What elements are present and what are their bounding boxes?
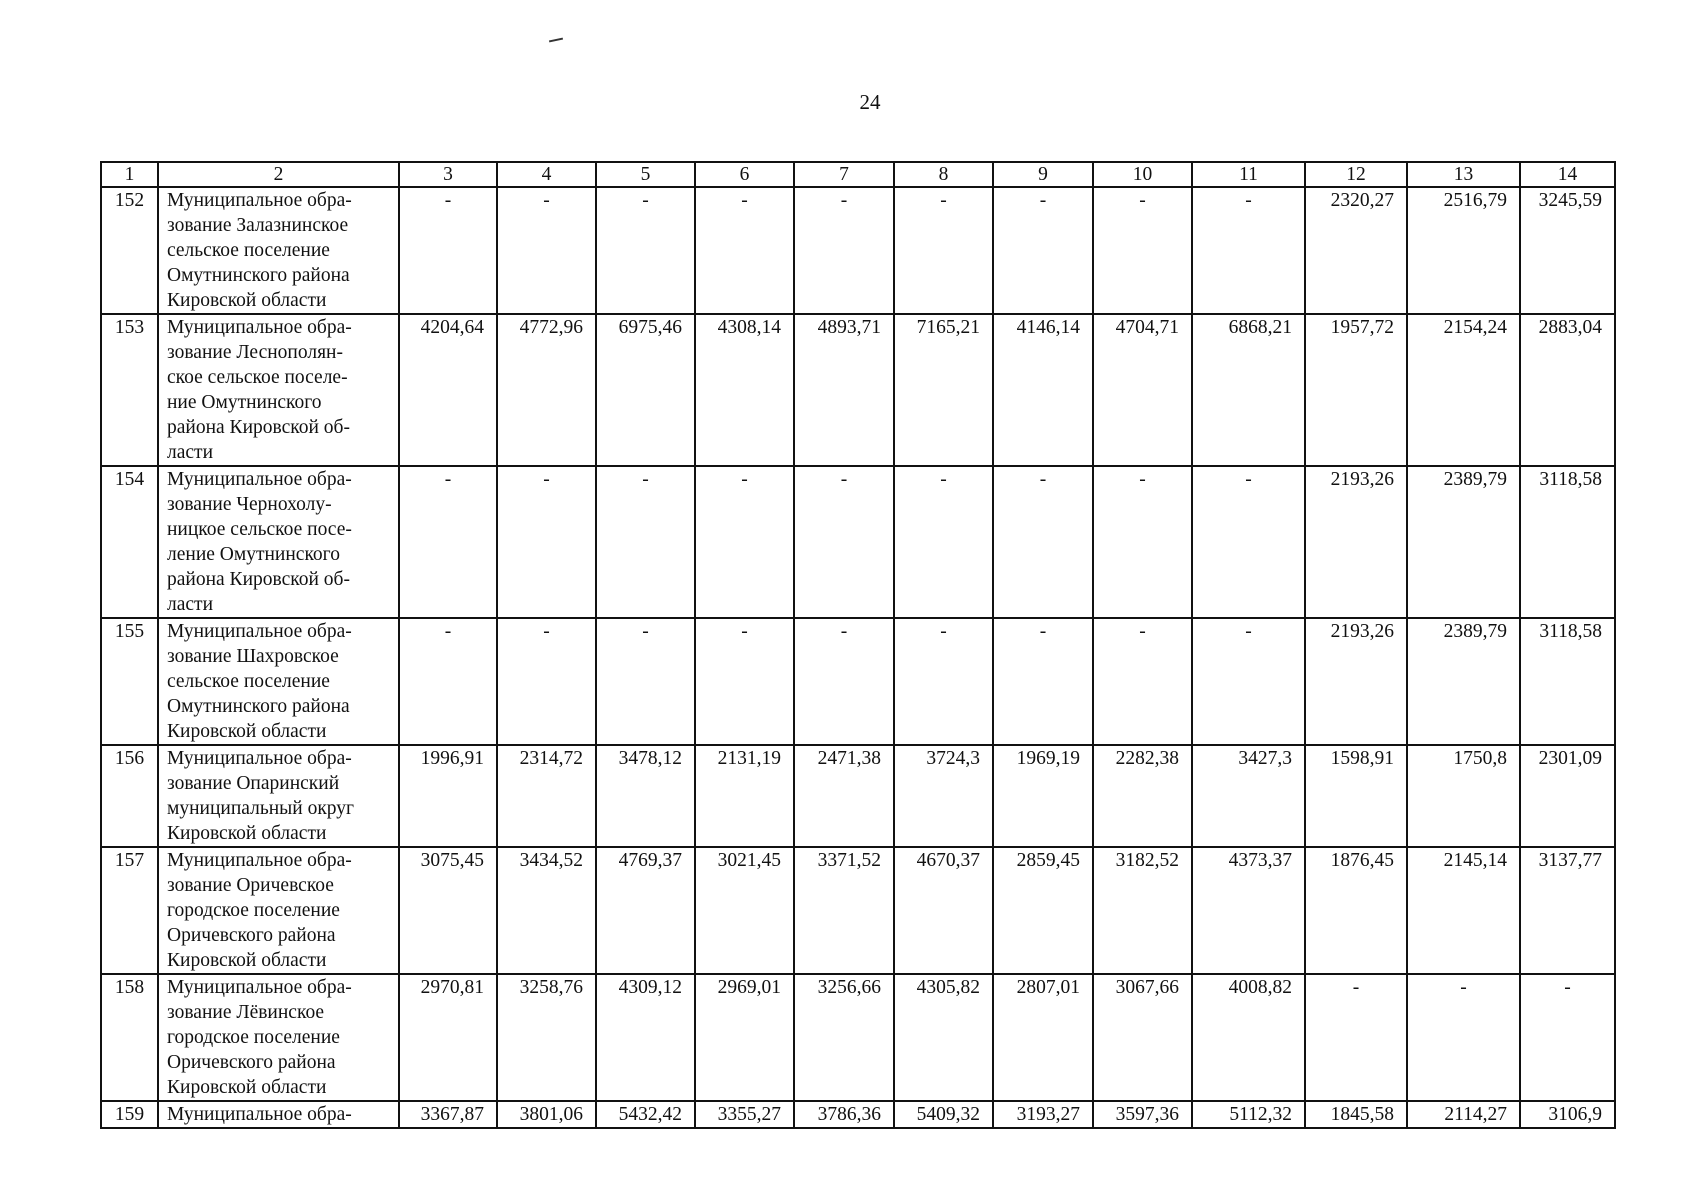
row-number: 157 bbox=[101, 847, 158, 974]
table-body bbox=[101, 187, 1615, 1128]
value-cell-col-9: - bbox=[993, 466, 1093, 618]
value-cell-col-7: - bbox=[794, 466, 894, 618]
value-cell-col-9: 2807,01 bbox=[993, 974, 1093, 1101]
value-cell-col-10: 4704,71 bbox=[1093, 314, 1192, 466]
column-header-10: 10 bbox=[1093, 162, 1192, 187]
municipality-name-line: Омутнинского района bbox=[167, 265, 350, 286]
value-cell-col-5: - bbox=[596, 466, 695, 618]
value-cell-col-10: 3067,66 bbox=[1093, 974, 1192, 1101]
value-cell-col-7: 3786,36 bbox=[794, 1101, 894, 1128]
row-number: 159 bbox=[101, 1101, 158, 1128]
value-cell-col-10: - bbox=[1093, 187, 1192, 314]
municipality-name-line: Муниципальное обра- bbox=[167, 977, 352, 998]
value-cell-col-3: 1996,91 bbox=[399, 745, 497, 847]
column-header-9: 9 bbox=[993, 162, 1093, 187]
value-cell-col-5: 4309,12 bbox=[596, 974, 695, 1101]
row-number: 153 bbox=[101, 314, 158, 466]
column-header-1: 1 bbox=[101, 162, 158, 187]
value-cell-col-14: 3118,58 bbox=[1520, 466, 1615, 618]
value-cell-col-4: - bbox=[497, 187, 596, 314]
value-cell-col-14: 3106,9 bbox=[1520, 1101, 1615, 1128]
value-cell-col-13: 1750,8 bbox=[1407, 745, 1520, 847]
column-header-3: 3 bbox=[399, 162, 497, 187]
municipality-name-line: Оричевского района bbox=[167, 1052, 336, 1073]
value-cell-col-14: 3137,77 bbox=[1520, 847, 1615, 974]
value-cell-col-7: 2471,38 bbox=[794, 745, 894, 847]
value-cell-col-8: 5409,32 bbox=[894, 1101, 993, 1128]
value-cell-col-12: 1957,72 bbox=[1305, 314, 1407, 466]
value-cell-col-9: - bbox=[993, 618, 1093, 745]
value-cell-col-6: 2969,01 bbox=[695, 974, 794, 1101]
value-cell-col-6: 3021,45 bbox=[695, 847, 794, 974]
value-cell-col-6: - bbox=[695, 466, 794, 618]
municipality-name-line: Муниципальное обра- bbox=[167, 317, 352, 338]
municipality-name-line: зование Леснополян- bbox=[167, 342, 343, 363]
value-cell-col-6: 3355,27 bbox=[695, 1101, 794, 1128]
municipality-name-line: ское сельское поселе- bbox=[167, 367, 348, 388]
value-cell-col-10: - bbox=[1093, 618, 1192, 745]
value-cell-col-4: - bbox=[497, 466, 596, 618]
municipality-name-line: района Кировской об- bbox=[167, 569, 350, 590]
value-cell-col-4: 3258,76 bbox=[497, 974, 596, 1101]
municipality-name-line: ление Омутнинского bbox=[167, 544, 340, 565]
municipality-name-line: городское поселение bbox=[167, 1027, 340, 1048]
value-cell-col-14: 3118,58 bbox=[1520, 618, 1615, 745]
column-header-5: 5 bbox=[596, 162, 695, 187]
value-cell-col-9: 4146,14 bbox=[993, 314, 1093, 466]
value-cell-col-5: 5432,42 bbox=[596, 1101, 695, 1128]
value-cell-col-4: - bbox=[497, 618, 596, 745]
value-cell-col-8: - bbox=[894, 466, 993, 618]
municipality-name-line: ницкое сельское посе- bbox=[167, 519, 352, 540]
table-header bbox=[101, 162, 1615, 187]
table-row bbox=[101, 847, 1615, 974]
value-cell-col-11: 3427,3 bbox=[1192, 745, 1305, 847]
value-cell-col-13: 2389,79 bbox=[1407, 618, 1520, 745]
municipality-name-line: ласти bbox=[167, 442, 213, 463]
value-cell-col-12: 2320,27 bbox=[1305, 187, 1407, 314]
value-cell-col-11: 4373,37 bbox=[1192, 847, 1305, 974]
value-cell-col-13: 2516,79 bbox=[1407, 187, 1520, 314]
value-cell-col-11: - bbox=[1192, 187, 1305, 314]
value-cell-col-10: 3182,52 bbox=[1093, 847, 1192, 974]
municipality-name-line: Кировской области bbox=[167, 823, 327, 844]
municipality-name-line: Кировской области bbox=[167, 950, 327, 971]
value-cell-col-4: 2314,72 bbox=[497, 745, 596, 847]
value-cell-col-3: 2970,81 bbox=[399, 974, 497, 1101]
municipality-name-line: Муниципальное обра- bbox=[167, 621, 352, 642]
value-cell-col-7: 3256,66 bbox=[794, 974, 894, 1101]
value-cell-col-6: - bbox=[695, 618, 794, 745]
value-cell-col-14: 2883,04 bbox=[1520, 314, 1615, 466]
value-cell-col-13: 2145,14 bbox=[1407, 847, 1520, 974]
municipality-name bbox=[158, 187, 399, 314]
value-cell-col-6: 4308,14 bbox=[695, 314, 794, 466]
value-cell-col-5: - bbox=[596, 618, 695, 745]
tariff-table bbox=[100, 161, 1616, 1129]
municipality-name-line: Муниципальное обра- bbox=[167, 469, 352, 490]
table-row bbox=[101, 1101, 1615, 1128]
value-cell-col-3: 4204,64 bbox=[399, 314, 497, 466]
value-cell-col-4: 3801,06 bbox=[497, 1101, 596, 1128]
value-cell-col-9: 2859,45 bbox=[993, 847, 1093, 974]
municipality-name-line: зование Лёвинское bbox=[167, 1002, 325, 1023]
value-cell-col-11: 5112,32 bbox=[1192, 1101, 1305, 1128]
value-cell-col-8: 4670,37 bbox=[894, 847, 993, 974]
municipality-name bbox=[158, 974, 399, 1101]
value-cell-col-12: 1845,58 bbox=[1305, 1101, 1407, 1128]
value-cell-col-13: 2389,79 bbox=[1407, 466, 1520, 618]
municipality-name bbox=[158, 745, 399, 847]
value-cell-col-3: 3075,45 bbox=[399, 847, 497, 974]
value-cell-col-7: 3371,52 bbox=[794, 847, 894, 974]
value-cell-col-7: - bbox=[794, 618, 894, 745]
header-row bbox=[101, 162, 1615, 187]
municipality-name-line: Муниципальное обра- bbox=[167, 1104, 352, 1125]
municipality-name-line: ние Омутнинского bbox=[167, 392, 322, 413]
value-cell-col-8: 7165,21 bbox=[894, 314, 993, 466]
value-cell-col-9: 1969,19 bbox=[993, 745, 1093, 847]
municipality-name-line: района Кировской об- bbox=[167, 417, 350, 438]
table-row bbox=[101, 187, 1615, 314]
municipality-name-line: городское поселение bbox=[167, 900, 340, 921]
value-cell-col-14: - bbox=[1520, 974, 1615, 1101]
value-cell-col-3: 3367,87 bbox=[399, 1101, 497, 1128]
value-cell-col-8: - bbox=[894, 187, 993, 314]
municipality-name-line: Муниципальное обра- bbox=[167, 850, 352, 871]
value-cell-col-10: - bbox=[1093, 466, 1192, 618]
value-cell-col-5: - bbox=[596, 187, 695, 314]
row-number: 158 bbox=[101, 974, 158, 1101]
value-cell-col-3: - bbox=[399, 618, 497, 745]
value-cell-col-9: 3193,27 bbox=[993, 1101, 1093, 1128]
page-number: 24 bbox=[859, 90, 881, 114]
value-cell-col-3: - bbox=[399, 466, 497, 618]
municipality-name-line: Муниципальное обра- bbox=[167, 190, 352, 211]
value-cell-col-11: - bbox=[1192, 466, 1305, 618]
table-row bbox=[101, 314, 1615, 466]
value-cell-col-13: 2114,27 bbox=[1407, 1101, 1520, 1128]
municipality-name-line: сельское поселение bbox=[167, 671, 330, 692]
row-number: 152 bbox=[101, 187, 158, 314]
value-cell-col-11: 6868,21 bbox=[1192, 314, 1305, 466]
municipality-name-line: зование Чернохолу- bbox=[167, 494, 332, 515]
value-cell-col-14: 3245,59 bbox=[1520, 187, 1615, 314]
table-row bbox=[101, 618, 1615, 745]
value-cell-col-6: 2131,19 bbox=[695, 745, 794, 847]
scan-mark bbox=[549, 38, 563, 43]
value-cell-col-12: 2193,26 bbox=[1305, 466, 1407, 618]
municipality-name bbox=[158, 466, 399, 618]
value-cell-col-10: 3597,36 bbox=[1093, 1101, 1192, 1128]
value-cell-col-10: 2282,38 bbox=[1093, 745, 1192, 847]
municipality-name-line: ласти bbox=[167, 594, 213, 615]
value-cell-col-7: 4893,71 bbox=[794, 314, 894, 466]
column-header-7: 7 bbox=[794, 162, 894, 187]
value-cell-col-3: - bbox=[399, 187, 497, 314]
municipality-name bbox=[158, 618, 399, 745]
column-header-12: 12 bbox=[1305, 162, 1407, 187]
municipality-name bbox=[158, 1101, 399, 1128]
value-cell-col-12: 1876,45 bbox=[1305, 847, 1407, 974]
value-cell-col-6: - bbox=[695, 187, 794, 314]
value-cell-col-5: 4769,37 bbox=[596, 847, 695, 974]
value-cell-col-11: - bbox=[1192, 618, 1305, 745]
municipality-name-line: Омутнинского района bbox=[167, 696, 350, 717]
value-cell-col-13: - bbox=[1407, 974, 1520, 1101]
municipality-name-line: Кировской области bbox=[167, 1077, 327, 1098]
municipality-name-line: зование Залазнинское bbox=[167, 215, 349, 236]
table-row bbox=[101, 974, 1615, 1101]
municipality-name-line: зование Оричевское bbox=[167, 875, 334, 896]
value-cell-col-11: 4008,82 bbox=[1192, 974, 1305, 1101]
municipality-name-line: зование Опаринский bbox=[167, 773, 340, 794]
value-cell-col-5: 6975,46 bbox=[596, 314, 695, 466]
column-header-6: 6 bbox=[695, 162, 794, 187]
row-number: 154 bbox=[101, 466, 158, 618]
column-header-8: 8 bbox=[894, 162, 993, 187]
value-cell-col-4: 4772,96 bbox=[497, 314, 596, 466]
municipality-name-line: сельское поселение bbox=[167, 240, 330, 261]
row-number: 155 bbox=[101, 618, 158, 745]
table-row bbox=[101, 745, 1615, 847]
table-row bbox=[101, 466, 1615, 618]
value-cell-col-9: - bbox=[993, 187, 1093, 314]
value-cell-col-8: 4305,82 bbox=[894, 974, 993, 1101]
value-cell-col-14: 2301,09 bbox=[1520, 745, 1615, 847]
municipality-name-line: муниципальный округ bbox=[167, 798, 355, 819]
municipality-name-line: Муниципальное обра- bbox=[167, 748, 352, 769]
municipality-name bbox=[158, 314, 399, 466]
value-cell-col-12: 1598,91 bbox=[1305, 745, 1407, 847]
column-header-11: 11 bbox=[1192, 162, 1305, 187]
value-cell-col-8: - bbox=[894, 618, 993, 745]
value-cell-col-5: 3478,12 bbox=[596, 745, 695, 847]
value-cell-col-8: 3724,3 bbox=[894, 745, 993, 847]
value-cell-col-4: 3434,52 bbox=[497, 847, 596, 974]
municipality-name bbox=[158, 847, 399, 974]
municipality-name-line: Кировской области bbox=[167, 290, 327, 311]
column-header-4: 4 bbox=[497, 162, 596, 187]
column-header-2: 2 bbox=[158, 162, 399, 187]
column-header-13: 13 bbox=[1407, 162, 1520, 187]
value-cell-col-13: 2154,24 bbox=[1407, 314, 1520, 466]
value-cell-col-12: 2193,26 bbox=[1305, 618, 1407, 745]
value-cell-col-12: - bbox=[1305, 974, 1407, 1101]
municipality-name-line: Кировской области bbox=[167, 721, 327, 742]
municipality-name-line: Оричевского района bbox=[167, 925, 336, 946]
value-cell-col-7: - bbox=[794, 187, 894, 314]
column-header-14: 14 bbox=[1520, 162, 1615, 187]
municipality-name-line: зование Шахровское bbox=[167, 646, 339, 667]
row-number: 156 bbox=[101, 745, 158, 847]
